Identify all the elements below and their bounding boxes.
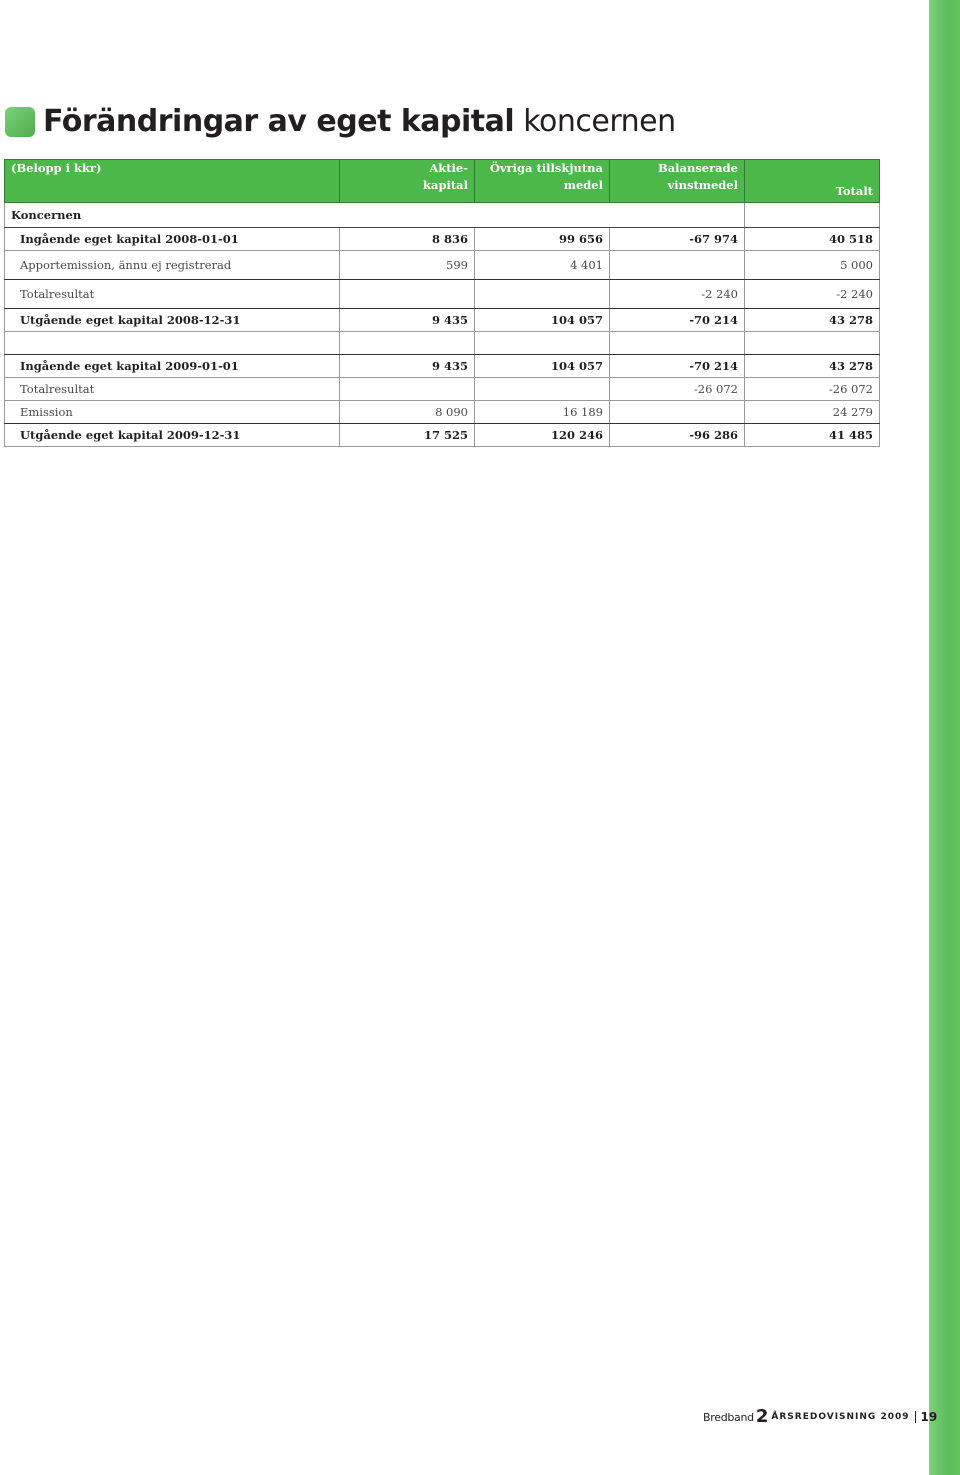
table-row: Ingående eget kapital 2008-01-01 8 836 99 656 -67 974 40 518 (5, 228, 880, 251)
page-footer (703, 1408, 937, 1426)
page-title (5, 104, 676, 139)
title-light: koncernen (523, 104, 676, 139)
table-row: Ingående eget kapital 2009-01-01 9 435 104 057 -70 214 43 278 (5, 355, 880, 378)
header-col-totalt: Totalt (745, 160, 880, 203)
report-title: ÅRSREDOVISNING 2009 (771, 1412, 910, 1422)
page-number: 19 (920, 1410, 938, 1424)
table-row: Utgående eget kapital 2009-12-31 17 525 120 246 -96 286 41 485 (5, 424, 880, 447)
table-row: Totalresultat -26 072 -26 072 (5, 378, 880, 401)
brand-logo-icon: 2 (755, 1406, 769, 1427)
title-bullet-icon (5, 107, 35, 137)
title-bold: Förändringar av eget kapital (43, 104, 515, 139)
spacer-row (5, 332, 880, 355)
section-label: Koncernen (5, 203, 340, 228)
header-col-aktiekapital: Aktie- kapital (340, 160, 475, 203)
footer-divider (915, 1411, 916, 1423)
table-row: Emission 8 090 16 189 24 279 (5, 401, 880, 424)
table-row: Utgående eget kapital 2008-12-31 9 435 104 057 -70 214 43 278 (5, 309, 880, 332)
header-col-ovriga: Övriga tillskjutna medel (475, 160, 610, 203)
table-row: Totalresultat -2 240 -2 240 (5, 280, 880, 309)
equity-table (4, 159, 880, 447)
table-row: Apportemission, ännu ej registrerad 599 4 401 5 000 (5, 251, 880, 280)
section-row (5, 203, 880, 228)
side-accent-bar (929, 0, 960, 1475)
brand-name: Bredband (703, 1410, 754, 1424)
header-label: (Belopp i kkr) (5, 160, 340, 203)
header-col-balanserade: Balanserade vinstmedel (610, 160, 745, 203)
table-header-row (5, 160, 880, 203)
